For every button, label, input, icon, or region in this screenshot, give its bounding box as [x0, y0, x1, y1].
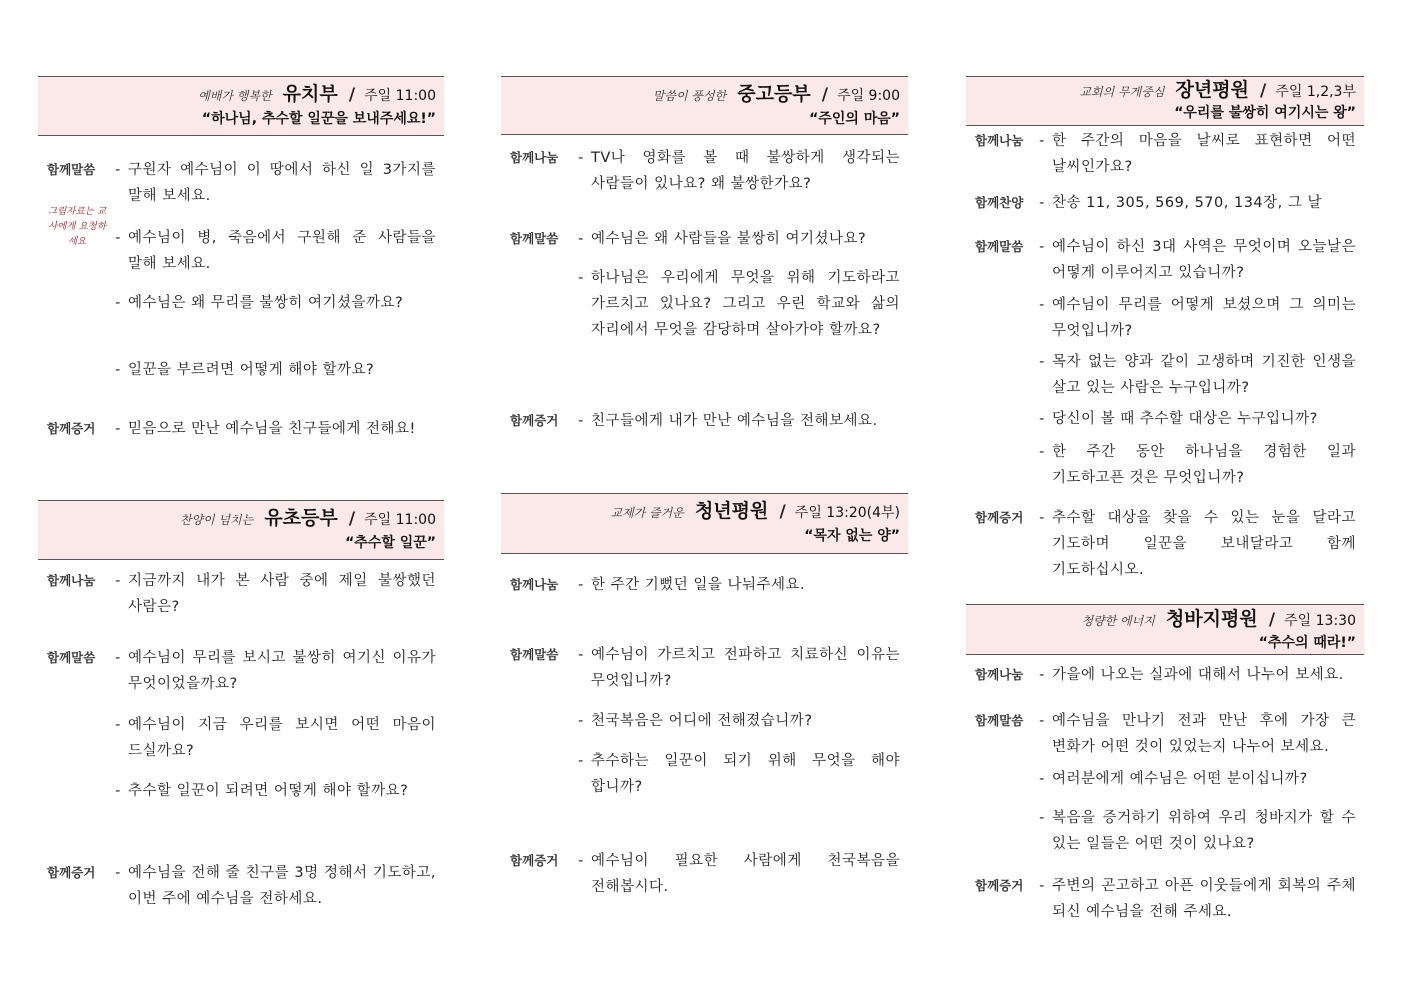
item-label: 함께나눔 — [510, 150, 559, 165]
item-label — [966, 766, 1032, 792]
item-label: 함께말씀 — [47, 162, 96, 177]
item-text: 예수님이 하신 3대 사역은 무엇이며 오늘날은 어떻게 이루어지고 있습니까? — [1052, 239, 1356, 281]
section-tagline: 말씀이 풍성한 — [652, 89, 727, 103]
item-label: 함께나눔 — [975, 133, 1024, 148]
item-dash: - — [115, 230, 121, 246]
item-dash: - — [578, 853, 584, 869]
item-label — [966, 349, 1032, 401]
item-label: 함께증거 — [975, 510, 1024, 525]
separator-slash: / — [779, 502, 786, 522]
section-theme: “목자 없는 양” — [804, 528, 900, 544]
list-item — [966, 662, 1364, 688]
item-label — [38, 778, 108, 804]
item-text: 예수님이 가르치고 전파하고 치료하신 이유는 무엇입니까? — [591, 647, 900, 689]
item-text: 예수님은 왜 사람들을 불쌍히 여기셨나요? — [591, 231, 867, 247]
item-text: 여러분에게 예수님은 어떤 분이십니까? — [1052, 771, 1308, 787]
section-theme: “추수의 때라!” — [1258, 635, 1356, 651]
item-text: 찬송 11, 305, 569, 570, 134장, 그 날 — [1052, 195, 1322, 211]
list-item — [38, 357, 444, 383]
item-dash: - — [578, 713, 584, 729]
item-label: 함께말씀 — [510, 647, 559, 662]
list-item — [966, 805, 1364, 857]
department-name: 청바지평원 — [1165, 608, 1258, 630]
list-item — [501, 265, 908, 343]
item-dash: - — [1039, 239, 1045, 255]
item-dash: - — [115, 783, 121, 799]
item-text: 추수할 대상을 찾을 수 있는 눈을 달라고 기도하며 일꾼을 보내달라고 함께 기도하십시오. — [1052, 510, 1356, 578]
section-theme: “추수할 일꾼” — [345, 535, 436, 551]
item-label — [38, 290, 108, 316]
item-label — [38, 225, 108, 277]
item-text: 목자 없는 양과 같이 고생하며 기진한 인생을 살고 있는 사람은 누구입니까? — [1052, 354, 1356, 396]
list-item — [966, 234, 1364, 286]
item-text: 예수님을 전해 줄 친구를 3명 정해서 기도하고, 이번 주에 예수님을 전하세요. — [128, 865, 436, 907]
item-dash: - — [1039, 411, 1045, 427]
service-time: 주일 13:20(4부) — [794, 505, 900, 521]
separator-slash: / — [1268, 610, 1276, 630]
list-item — [966, 349, 1364, 401]
section-theme: “하나님, 추수할 일꾼을 보내주세요!” — [201, 111, 436, 127]
adult-header — [966, 76, 1364, 126]
list-item — [38, 568, 444, 620]
item-dash: - — [115, 865, 121, 881]
list-item — [38, 860, 444, 912]
item-text: 천국복음은 어디에 전해졌습니까? — [591, 713, 813, 729]
item-dash: - — [578, 753, 584, 769]
item-text: 추수할 일꾼이 되려면 어떻게 해야 할까요? — [128, 783, 409, 799]
item-label: 함께나눔 — [47, 573, 96, 588]
list-item — [966, 505, 1364, 583]
item-dash: - — [1039, 878, 1045, 894]
item-label — [966, 406, 1032, 432]
item-label — [38, 712, 108, 764]
list-item — [38, 712, 444, 764]
item-text: 한 주간 동안 하나님을 경험한 일과 기도하고픈 것은 무엇입니까? — [1052, 444, 1356, 486]
item-dash: - — [1039, 771, 1045, 787]
item-dash: - — [1039, 510, 1045, 526]
item-text: 한 주간 기뻤던 일을 나눠주세요. — [591, 577, 806, 593]
item-dash: - — [578, 413, 584, 429]
section-tagline: 교회의 무게중심 — [1079, 85, 1165, 99]
item-text: 예수님을 만나기 전과 만난 후에 가장 큰 변화가 어떤 것이 있었는지 나누어 보세요. — [1052, 713, 1356, 755]
department-name: 유치부 — [282, 83, 338, 105]
list-item — [966, 292, 1364, 344]
item-dash: - — [115, 362, 121, 378]
item-text: 예수님이 무리를 보시고 불쌍히 여기신 이유가 무엇이었을까요? — [128, 650, 436, 692]
item-text: 예수님이 지금 우리를 보시면 어떤 마음이 드실까요? — [128, 717, 436, 759]
section-tagline: 청량한 에너지 — [1081, 614, 1155, 628]
item-text: 일꾼을 부르려면 어떻게 해야 할까요? — [128, 362, 375, 378]
separator-slash: / — [348, 85, 356, 105]
elementary-header — [38, 500, 444, 560]
item-dash: - — [1039, 297, 1045, 313]
list-item — [501, 572, 908, 598]
item-label: 함께나눔 — [510, 577, 559, 592]
list-item — [38, 290, 444, 316]
item-label: 함께말씀 — [975, 239, 1024, 254]
item-label: 함께증거 — [47, 421, 96, 436]
item-label — [966, 805, 1032, 857]
item-text: TV나 영화를 볼 때 불쌍하게 생각되는 사람들이 있나요? 왜 불쌍한가요? — [591, 150, 900, 192]
separator-slash: / — [1260, 81, 1267, 101]
list-item — [38, 416, 444, 442]
young-couples-header — [966, 604, 1364, 655]
item-dash: - — [578, 577, 584, 593]
department-name: 중고등부 — [737, 83, 811, 105]
item-dash: - — [115, 650, 121, 666]
item-label: 함께증거 — [47, 865, 96, 880]
service-time: 주일 9:00 — [837, 88, 900, 104]
item-label: 함께말씀 — [510, 231, 559, 246]
item-text: 하나님은 우리에게 무엇을 위해 기도하라고 가르치고 있나요? 그리고 우린 학교와 삶의 자리에서 무엇을 감당하며 살아가야 할까요? — [591, 270, 900, 338]
item-label: 함께나눔 — [975, 667, 1024, 682]
service-time: 주일 1,2,3부 — [1275, 84, 1356, 100]
item-dash: - — [115, 295, 121, 311]
item-dash: - — [578, 270, 584, 286]
item-label — [501, 708, 571, 734]
separator-slash: / — [821, 85, 828, 105]
service-time: 주일 11:00 — [364, 512, 436, 528]
item-dash: - — [578, 231, 584, 247]
item-dash: - — [115, 573, 121, 589]
section-theme: “주인의 마음” — [809, 111, 900, 127]
item-text: 복음을 증거하기 위하여 우리 청바지가 할 수 있는 일들은 어떤 것이 있나요? — [1052, 810, 1356, 852]
item-text: 당신이 볼 때 추수할 대상은 누구입니까? — [1052, 411, 1318, 427]
item-dash: - — [115, 717, 121, 733]
item-dash: - — [1039, 354, 1045, 370]
youth-header — [501, 76, 908, 135]
item-text: 한 주간의 마음을 날씨로 표현하면 어떤 날씨인가요? — [1052, 133, 1356, 175]
list-item — [501, 642, 908, 694]
item-dash: - — [1039, 195, 1045, 211]
item-dash: - — [1039, 444, 1045, 460]
item-label — [966, 439, 1032, 491]
item-label: 함께말씀 — [47, 650, 96, 665]
list-item — [966, 708, 1364, 760]
list-item — [966, 439, 1364, 491]
item-label: 함께증거 — [975, 878, 1024, 893]
side-note: 그림자료는 교사에게 요청하세요 — [47, 206, 107, 247]
item-label — [38, 357, 108, 383]
item-text: 믿음으로 만난 예수님을 친구들에게 전해요! — [128, 421, 416, 437]
item-label: 함께말씀 — [975, 713, 1024, 728]
item-text: 주변의 곤고하고 아픈 이웃들에게 회복의 주체 되신 예수님을 전해 주세요. — [1052, 878, 1356, 920]
kindergarten-header — [38, 76, 444, 136]
list-item — [501, 748, 908, 800]
item-dash: - — [578, 647, 584, 663]
list-item — [38, 645, 444, 697]
item-dash: - — [1039, 713, 1045, 729]
item-text: 친구들에게 내가 만난 예수님을 전해보세요. — [591, 413, 878, 429]
item-text: 예수님이 필요한 사람에게 천국복음을 전해봅시다. — [591, 853, 900, 895]
list-item — [966, 128, 1364, 180]
service-time: 주일 13:30 — [1284, 613, 1356, 629]
item-label — [966, 292, 1032, 344]
section-tagline: 교제가 즐거운 — [610, 506, 684, 520]
list-item — [501, 408, 908, 434]
service-time: 주일 11:00 — [364, 88, 436, 104]
item-label: 함께증거 — [510, 853, 559, 868]
separator-slash: / — [348, 509, 356, 529]
item-label — [501, 748, 571, 800]
item-text: 예수님이 무리를 어떻게 보셨으며 그 의미는 무엇입니까? — [1052, 297, 1356, 339]
item-text: 가을에 나오는 실과에 대해서 나누어 보세요. — [1052, 667, 1344, 683]
list-item — [966, 873, 1364, 925]
item-text: 예수님은 왜 무리를 불쌍히 여기셨을까요? — [128, 295, 404, 311]
item-label — [501, 265, 571, 343]
list-item — [966, 190, 1364, 216]
department-name: 청년평원 — [694, 500, 769, 522]
section-tagline: 예배가 행복한 — [198, 89, 272, 103]
item-dash: - — [115, 421, 121, 437]
list-item — [38, 778, 444, 804]
item-dash: - — [578, 150, 584, 166]
list-item — [966, 406, 1364, 432]
item-text: 예수님이 병, 죽음에서 구원해 준 사람들을 말해 보세요. — [128, 230, 436, 272]
section-tagline: 찬양이 넘치는 — [179, 513, 254, 527]
list-item — [38, 157, 444, 209]
item-label: 함께증거 — [510, 413, 559, 428]
item-dash: - — [115, 162, 121, 178]
list-item — [501, 145, 908, 197]
list-item — [501, 226, 908, 252]
list-item — [501, 848, 908, 900]
department-name: 유초등부 — [264, 507, 338, 529]
item-text: 구원자 예수님이 이 땅에서 하신 일 3가지를 말해 보세요. — [128, 162, 436, 204]
list-item — [501, 708, 908, 734]
item-dash: - — [1039, 133, 1045, 149]
item-text: 추수하는 일꾼이 되기 위해 무엇을 해야 합니까? — [591, 753, 900, 795]
item-dash: - — [1039, 667, 1045, 683]
young-adult-header — [501, 493, 908, 554]
list-item — [966, 766, 1364, 792]
list-item — [38, 225, 444, 277]
item-text: 지금까지 내가 본 사람 중에 제일 불쌍했던 사람은? — [128, 573, 436, 615]
department-name: 장년평원 — [1175, 79, 1249, 101]
item-label: 함께찬양 — [975, 195, 1024, 210]
section-theme: “우리를 불쌍히 여기시는 왕” — [1174, 105, 1356, 121]
item-dash: - — [1039, 810, 1045, 826]
